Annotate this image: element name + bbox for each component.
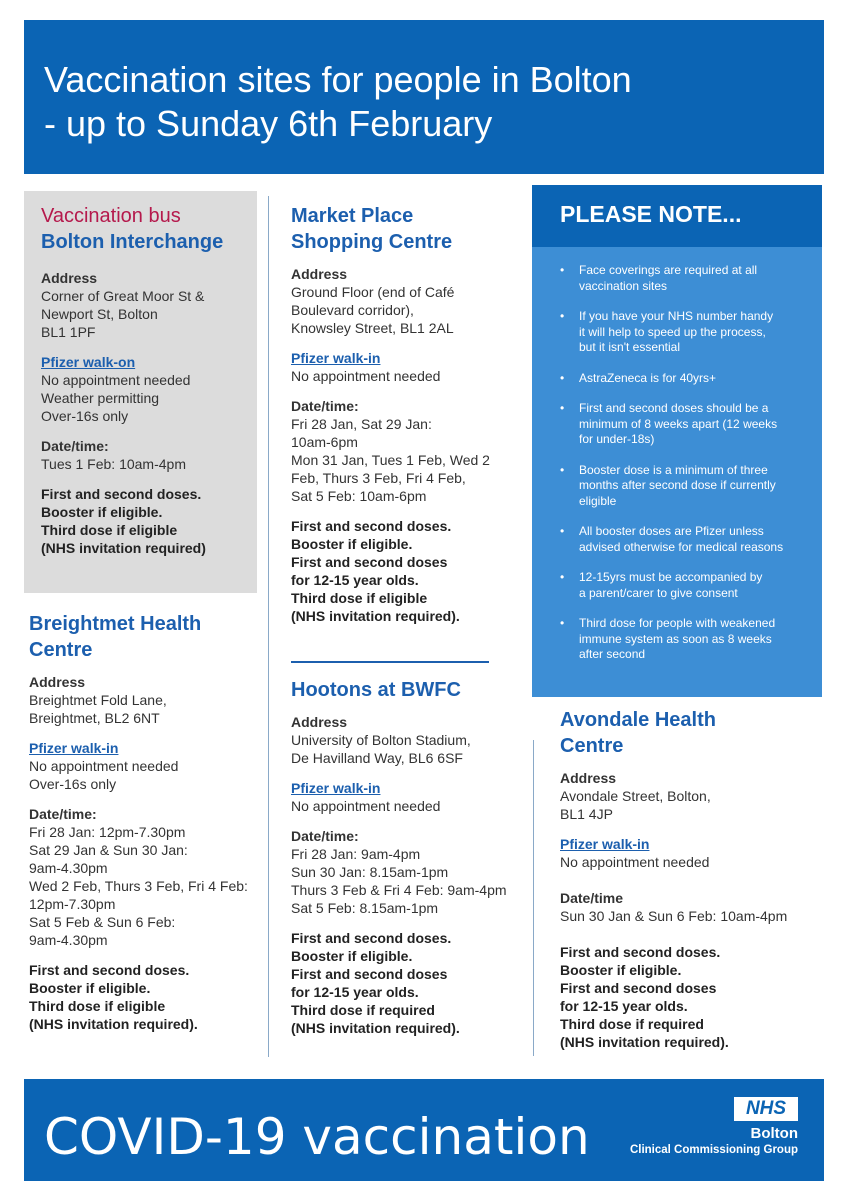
dose-line: (NHS invitation required).: [291, 608, 460, 624]
date-line: Sat 29 Jan & Sun 30 Jan:: [29, 842, 188, 858]
bullet-icon: •: [560, 401, 565, 415]
address-line: Knowsley Street, BL1 2AL: [291, 320, 454, 336]
org-name: Bolton: [750, 1125, 798, 1142]
vaccine-note: Weather permitting: [41, 390, 160, 406]
page-title-line-1: Vaccination sites for people in Bolton: [44, 59, 632, 100]
market-place-section: [291, 203, 527, 625]
address-line: Newport St, Bolton: [41, 306, 158, 322]
dose-line: First and second doses.: [560, 944, 721, 960]
note-item: • First and second doses should be a minimum of 8 weeks apart (12 weeks for under-18s): [560, 401, 778, 446]
nhs-logo: NHS: [734, 1097, 798, 1121]
bullet-icon: •: [560, 524, 565, 538]
dose-line: for 12-15 year olds.: [560, 998, 688, 1014]
hootons-address-label: Address: [291, 714, 348, 730]
date-line: Feb, Thurs 3 Feb, Fri 4 Feb,: [291, 470, 466, 486]
bus-date-label: Date/time:: [41, 438, 109, 454]
date-line: Fri 28 Jan: 12pm-7.30pm: [29, 824, 186, 840]
vaccination-bus-section: [41, 203, 253, 557]
header-banner: [24, 20, 824, 174]
hootons-section: [291, 677, 527, 1037]
date-line: Wed 2 Feb, Thurs 3 Feb, Fri 4 Feb:: [29, 878, 248, 894]
dose-line: First and second doses.: [291, 518, 452, 534]
bullet-icon: •: [560, 370, 565, 385]
breightmet-title: Centre: [29, 639, 93, 661]
date-line: Sun 30 Jan & Sun 6 Feb: 10am-4pm: [560, 908, 788, 924]
date-line: Fri 28 Jan: 9am-4pm: [291, 846, 421, 862]
avondale-address-label: Address: [560, 770, 617, 786]
dose-line: Booster if eligible.: [560, 962, 682, 978]
dose-line: First and second doses.: [29, 962, 190, 978]
date-line: Fri 28 Jan, Sat 29 Jan:: [291, 416, 432, 432]
address-line: BL1 1PF: [41, 324, 96, 340]
note-item: • AstraZeneca is for 40yrs+: [560, 370, 717, 385]
avondale-title: Avondale Health: [560, 709, 716, 731]
bullet-icon: •: [560, 462, 565, 477]
dose-line: (NHS invitation required).: [291, 1020, 460, 1036]
avondale-section: [560, 707, 822, 1051]
breightmet-title: Breightmet Health: [29, 613, 202, 635]
avondale-vaccine-link[interactable]: Pfizer walk-in: [560, 836, 650, 852]
bullet-icon: •: [560, 570, 565, 584]
vaccine-note: No appointment needed: [560, 854, 710, 870]
dose-line: Third dose if eligible: [291, 590, 428, 606]
hootons-date-label: Date/time:: [291, 828, 359, 844]
page-title-line-2: - up to Sunday 6th February: [44, 103, 493, 144]
date-line: 9am-4.30pm: [29, 932, 108, 948]
breightmet-date-label: Date/time:: [29, 806, 97, 822]
address-line: De Havilland Way, BL6 6SF: [291, 750, 463, 766]
dose-line: First and second doses.: [291, 930, 452, 946]
please-note-panel: [532, 185, 822, 697]
hootons-vaccine-link[interactable]: Pfizer walk-in: [291, 780, 381, 796]
vaccine-note: No appointment needed: [29, 758, 179, 774]
date-line: Sat 5 Feb: 8.15am-1pm: [291, 900, 439, 916]
dose-line: for 12-15 year olds.: [291, 984, 419, 1000]
market-date-label: Date/time:: [291, 398, 359, 414]
bus-vaccine-link[interactable]: Pfizer walk-on: [41, 354, 136, 370]
dose-line: Third dose if eligible: [41, 522, 178, 538]
footer-campaign-text: [44, 1107, 590, 1167]
market-vaccine-link[interactable]: Pfizer walk-in: [291, 350, 381, 366]
address-line: Boulevard corridor),: [291, 302, 414, 318]
address-line: BL1 4JP: [560, 806, 613, 822]
address-line: University of Bolton Stadium,: [291, 732, 471, 748]
dose-line: Third dose if eligible: [29, 998, 166, 1014]
bullet-icon: •: [560, 309, 565, 323]
address-line: Ground Floor (end of Café: [291, 284, 455, 300]
date-line: 12pm-7.30pm: [29, 896, 116, 912]
date-line: Tues 1 Feb: 10am-4pm: [41, 456, 186, 472]
note-item: • All booster doses are Pfizer unless advised otherwise for medical reasons: [560, 524, 784, 554]
bus-label: Vaccination bus: [41, 205, 181, 227]
date-line: Sun 30 Jan: 8.15am-1pm: [291, 864, 449, 880]
note-item: • 12-15yrs must be accompanied by a parent/carer to give consent: [560, 570, 763, 600]
date-line: Thurs 3 Feb & Fri 4 Feb: 9am-4pm: [291, 882, 507, 898]
avondale-date-label: Date/time: [560, 890, 624, 906]
note-item: • Third dose for people with weakened immune system as soon as 8 weeks after second: [560, 616, 776, 661]
dose-line: (NHS invitation required).: [29, 1016, 198, 1032]
dose-line: First and second doses.: [41, 486, 202, 502]
date-line: 10am-6pm: [291, 434, 358, 450]
dose-line: Third dose if required: [560, 1016, 704, 1032]
date-line: Sat 5 Feb: 10am-6pm: [291, 488, 427, 504]
bullet-icon: •: [560, 263, 565, 277]
section-divider: [291, 661, 489, 663]
dose-line: First and second doses: [291, 966, 448, 982]
bullet-icon: •: [560, 616, 565, 630]
market-title: Shopping Centre: [291, 231, 453, 253]
breightmet-address-label: Address: [29, 674, 86, 690]
bus-site-name: Bolton Interchange: [41, 231, 224, 253]
date-line: Mon 31 Jan, Tues 1 Feb, Wed 2: [291, 452, 490, 468]
vaccine-note: No appointment needed: [291, 798, 441, 814]
dose-line: Booster if eligible.: [29, 980, 151, 996]
column-divider: [268, 196, 269, 1057]
note-item: • Face coverings are required at all vaccination sites: [560, 263, 758, 293]
market-address-label: Address: [291, 266, 348, 282]
address-line: Avondale Street, Bolton,: [560, 788, 711, 804]
address-line: Breightmet, BL2 6NT: [29, 710, 160, 726]
vaccine-note: Over-16s only: [29, 776, 117, 792]
breightmet-section: [29, 611, 261, 1033]
dose-line: Third dose if required: [291, 1002, 435, 1018]
note-list: [532, 247, 822, 663]
address-line: Corner of Great Moor St &: [41, 288, 205, 304]
dose-line: First and second doses: [560, 980, 717, 996]
footer-banner: [24, 1079, 824, 1181]
bus-address-label: Address: [41, 270, 98, 286]
dose-line: Booster if eligible.: [41, 504, 163, 520]
dose-line: Booster if eligible.: [291, 948, 413, 964]
date-line: 9am-4.30pm: [29, 860, 108, 876]
date-line: Sat 5 Feb & Sun 6 Feb:: [29, 914, 176, 930]
footer-vaccination-text: vaccination: [302, 1108, 590, 1166]
column-divider: [533, 740, 534, 1056]
note-item: • Booster dose is a minimum of three months after second dose if currently eligible: [560, 462, 776, 508]
note-item: • If you have your NHS number handy it will help to speed up the process, but it isn't essential: [560, 309, 774, 354]
address-line: Breightmet Fold Lane,: [29, 692, 167, 708]
footer-covid-text: COVID-19: [44, 1108, 287, 1166]
avondale-title: Centre: [560, 735, 624, 757]
dose-line: (NHS invitation required).: [560, 1034, 729, 1050]
please-note-title: PLEASE NOTE...: [532, 185, 822, 247]
dose-line: (NHS invitation required): [41, 540, 206, 556]
dose-line: Booster if eligible.: [291, 536, 413, 552]
breightmet-vaccine-link[interactable]: Pfizer walk-in: [29, 740, 119, 756]
dose-line: First and second doses: [291, 554, 448, 570]
org-subtitle: Clinical Commissioning Group: [629, 1144, 798, 1156]
dose-line: for 12-15 year olds.: [291, 572, 419, 588]
hootons-title: Hootons at BWFC: [291, 679, 461, 701]
vaccine-note: No appointment needed: [41, 372, 191, 388]
vaccine-note: No appointment needed: [291, 368, 441, 384]
vaccine-note: Over-16s only: [41, 408, 129, 424]
market-title: Market Place: [291, 205, 414, 227]
